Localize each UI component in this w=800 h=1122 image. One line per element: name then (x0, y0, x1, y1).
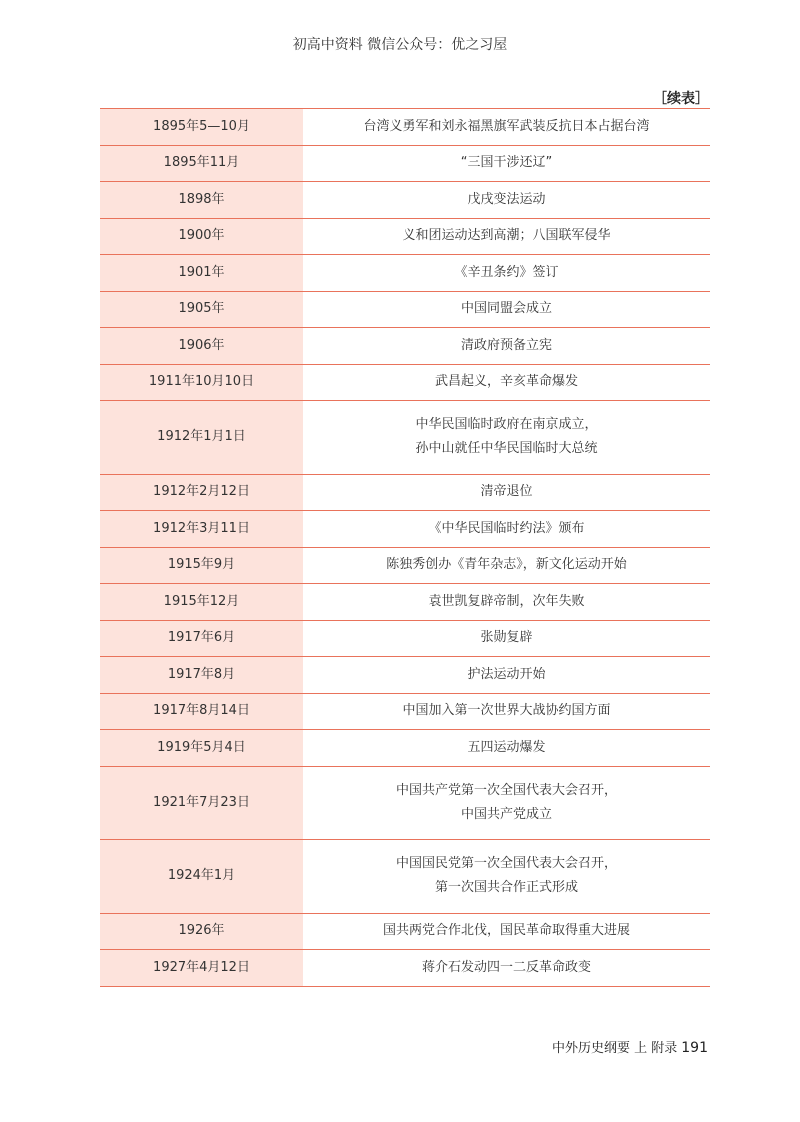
table-row (100, 620, 710, 657)
event-cell (303, 255, 710, 292)
table-row (100, 730, 710, 767)
event-cell (303, 109, 710, 146)
date-cell: 1921年7月23日 (100, 766, 303, 840)
event-line: 中国共产党成立 (460, 806, 552, 822)
timeline-body (100, 109, 710, 987)
event-line: 清政府预备立宪 (460, 337, 552, 353)
event-cell (303, 218, 710, 255)
table-row (100, 291, 710, 328)
event-cell (303, 511, 710, 548)
event-cell (303, 328, 710, 365)
event-line: 中华民国临时政府在南京成立， (415, 417, 598, 433)
event-line: 中国共产党第一次全国代表大会召开， (395, 782, 617, 798)
date-cell: 1895年11月 (100, 145, 303, 182)
date-cell: 1901年 (100, 255, 303, 292)
date-cell: 1917年6月 (100, 620, 303, 657)
table-row (100, 547, 710, 584)
event-line: 清帝退位 (480, 484, 533, 500)
event-cell (303, 840, 710, 914)
event-cell (303, 291, 710, 328)
table-row (100, 657, 710, 694)
event-line: 国共两党合作北伐，国民革命取得重大进展 (382, 923, 630, 939)
event-cell (303, 401, 710, 475)
table-row (100, 182, 710, 219)
event-line: 中国同盟会成立 (460, 301, 552, 317)
event-cell (303, 913, 710, 950)
date-cell: 1912年1月1日 (100, 401, 303, 475)
page-footer (552, 1037, 708, 1056)
event-line: 武昌起义，辛亥革命爆发 (434, 374, 578, 390)
table-row (100, 693, 710, 730)
event-line: 张勋复辟 (480, 630, 533, 646)
event-line: 台湾义勇军和刘永福黑旗军武装反抗日本占据台湾 (363, 118, 650, 134)
event-line: 义和团运动达到高潮；八国联军侵华 (402, 228, 611, 244)
table-row (100, 584, 710, 621)
table-row (100, 328, 710, 365)
date-cell: 1906年 (100, 328, 303, 365)
table-row (100, 401, 710, 475)
continued-label: ［续表］ (653, 91, 709, 107)
table-row (100, 840, 710, 914)
table-row (100, 364, 710, 401)
event-cell (303, 584, 710, 621)
event-cell (303, 766, 710, 840)
event-line: 第一次国共合作正式形成 (434, 880, 578, 896)
table-row (100, 218, 710, 255)
event-line: 中国加入第一次世界大战协约国方面 (402, 703, 611, 719)
event-cell (303, 182, 710, 219)
date-cell: 1926年 (100, 913, 303, 950)
event-line: 戊戌变法运动 (467, 191, 546, 207)
event-cell (303, 547, 710, 584)
book-section: 中外历史纲要 上 附录 (552, 1041, 678, 1056)
event-cell (303, 364, 710, 401)
table-row (100, 913, 710, 950)
table-row (100, 511, 710, 548)
table-row (100, 109, 710, 146)
page-header: 初高中资料 微信公众号：优之习屋 (292, 37, 508, 53)
date-cell: 1911年10月10日 (100, 364, 303, 401)
table-row (100, 766, 710, 840)
date-cell: 1917年8月14日 (100, 693, 303, 730)
date-cell: 1905年 (100, 291, 303, 328)
date-cell: 1912年2月12日 (100, 474, 303, 511)
event-line: 五四运动爆发 (467, 739, 546, 755)
event-cell (303, 474, 710, 511)
event-line: 《中华民国临时约法》颁布 (428, 520, 585, 536)
event-line: 护法运动开始 (467, 666, 546, 682)
table-row (100, 145, 710, 182)
event-cell (303, 657, 710, 694)
date-cell: 1895年5—10月 (100, 109, 303, 146)
event-line: 孙中山就任中华民国临时大总统 (415, 441, 598, 457)
event-cell (303, 730, 710, 767)
date-cell: 1919年5月4日 (100, 730, 303, 767)
event-cell (303, 145, 710, 182)
date-cell: 1898年 (100, 182, 303, 219)
event-line: “三国干涉还辽” (460, 155, 553, 171)
event-line: 蒋介石发动四一二反革命政变 (421, 959, 591, 975)
event-line: 袁世凯复辟帝制，次年失败 (428, 593, 585, 609)
date-cell: 1915年12月 (100, 584, 303, 621)
event-line: 《辛丑条约》签订 (454, 264, 559, 280)
table-row (100, 950, 710, 987)
date-cell: 1924年1月 (100, 840, 303, 914)
event-cell (303, 620, 710, 657)
date-cell: 1927年4月12日 (100, 950, 303, 987)
table-row (100, 474, 710, 511)
date-cell: 1912年3月11日 (100, 511, 303, 548)
timeline-table (100, 108, 710, 987)
date-cell: 1900年 (100, 218, 303, 255)
page-number: 191 (681, 1040, 708, 1056)
date-cell: 1915年9月 (100, 547, 303, 584)
date-cell: 1917年8月 (100, 657, 303, 694)
event-cell (303, 950, 710, 987)
event-line: 中国国民党第一次全国代表大会召开， (395, 856, 617, 872)
event-cell (303, 693, 710, 730)
event-line: 陈独秀创办《青年杂志》，新文化运动开始 (386, 557, 627, 573)
table-row (100, 255, 710, 292)
